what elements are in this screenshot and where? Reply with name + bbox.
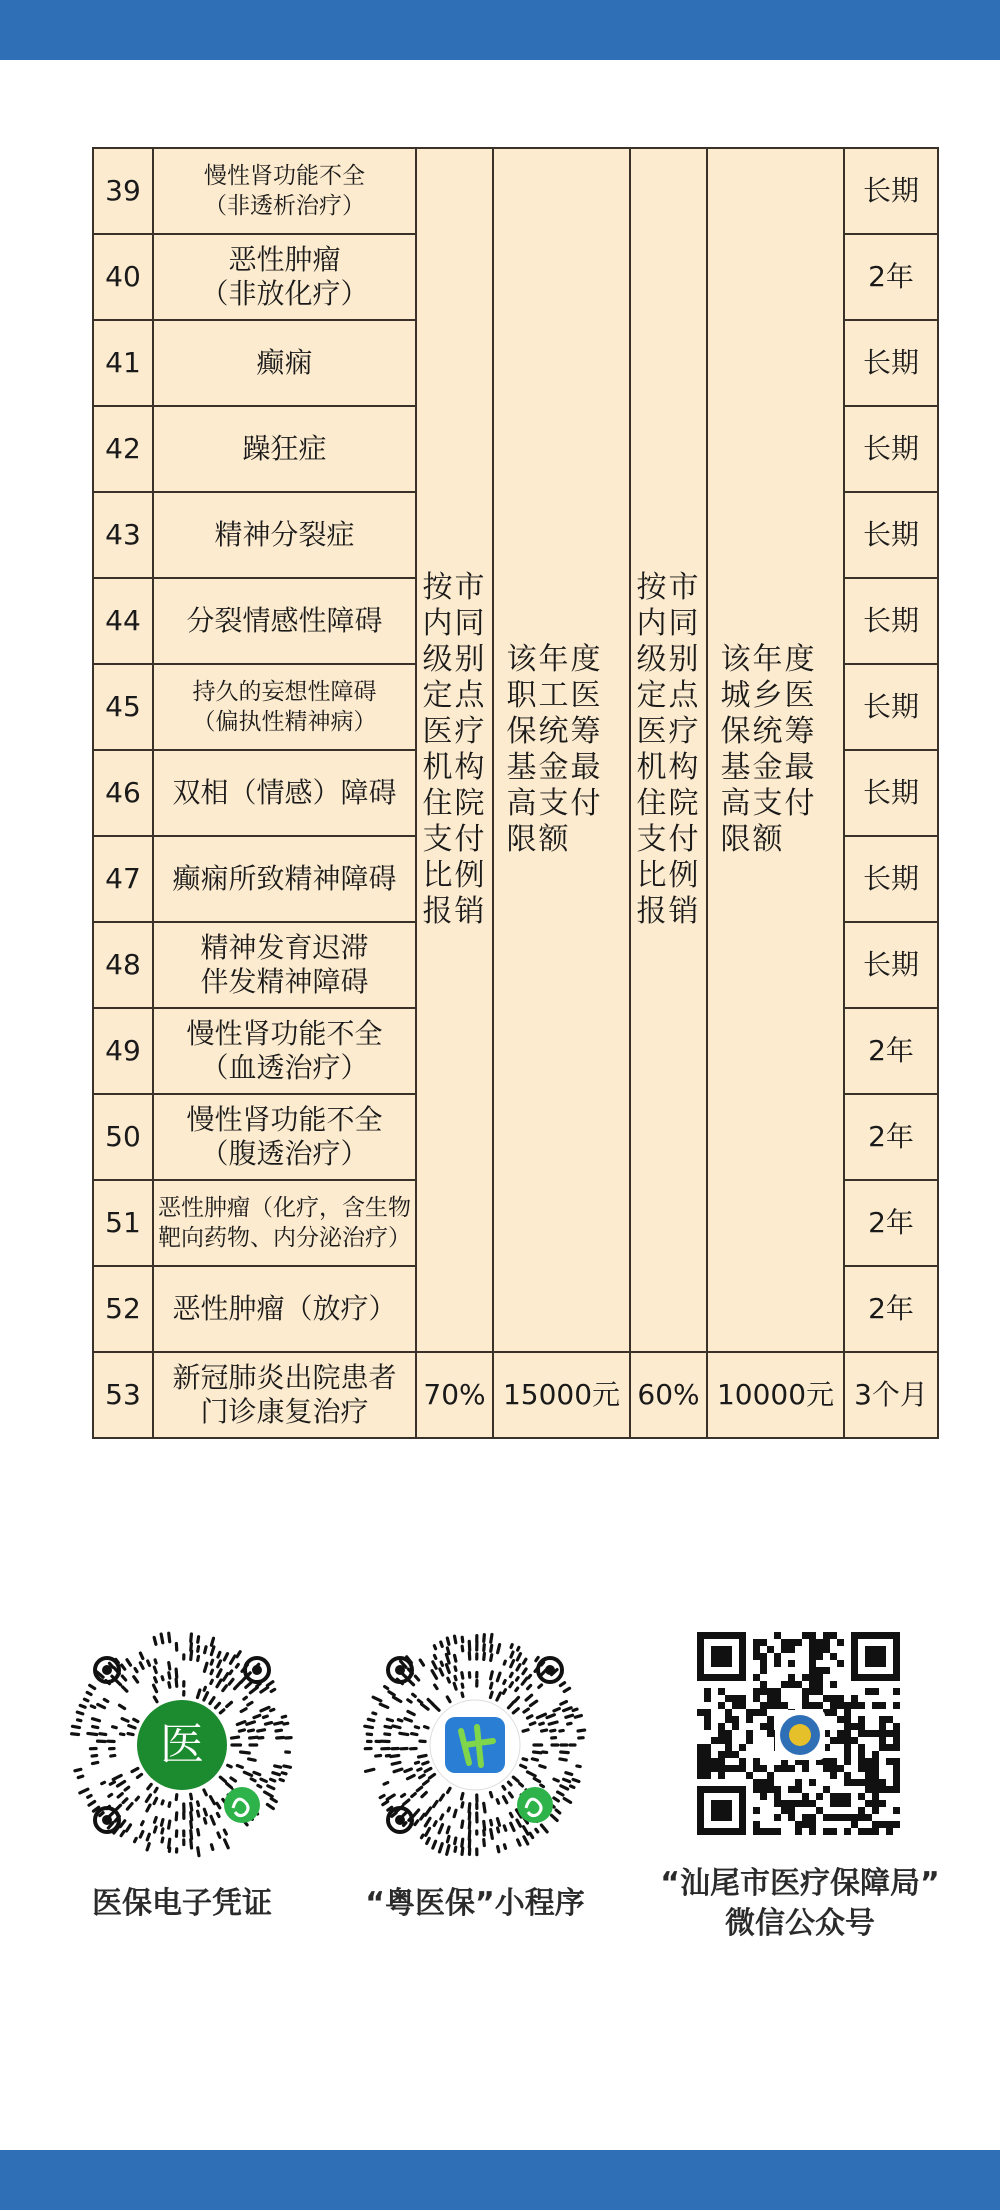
validity-term: 2年 bbox=[844, 234, 938, 320]
svg-text:医: 医 bbox=[160, 1719, 204, 1770]
validity-term: 长期 bbox=[844, 320, 938, 406]
validity-term: 长期 bbox=[844, 406, 938, 492]
validity-term: 3个月 bbox=[844, 1352, 938, 1438]
qr-medical-e-voucher[interactable] bbox=[52, 1630, 312, 1924]
disease-name: 慢性肾功能不全 （非透析治疗） bbox=[153, 148, 416, 234]
disease-name: 持久的妄想性障碍 （偏执性精神病） bbox=[153, 664, 416, 750]
resident-limit-cell: 10000元 bbox=[707, 1352, 844, 1438]
qr-code-icon bbox=[695, 1630, 905, 1840]
qr-shanwei-official-account[interactable] bbox=[630, 1630, 970, 1944]
disease-name: 分裂情感性障碍 bbox=[153, 578, 416, 664]
row-number: 52 bbox=[93, 1266, 153, 1352]
row-number: 53 bbox=[93, 1352, 153, 1438]
bottom-color-band bbox=[0, 2150, 1000, 2210]
top-color-band bbox=[0, 0, 1000, 60]
row-number: 51 bbox=[93, 1180, 153, 1266]
resident-limit-cell: 该年度城乡医保统筹基金最高支付限额 bbox=[707, 148, 844, 1352]
table-row bbox=[93, 148, 938, 234]
row-number: 43 bbox=[93, 492, 153, 578]
row-number: 40 bbox=[93, 234, 153, 320]
disease-name: 癫痫 bbox=[153, 320, 416, 406]
resident-ratio-cell: 按市内同级别定点医疗机构住院支付比例报销 bbox=[630, 148, 707, 1352]
employee-limit-cell: 该年度职工医保统筹基金最高支付限额 bbox=[493, 148, 630, 1352]
validity-term: 长期 bbox=[844, 578, 938, 664]
row-number: 48 bbox=[93, 922, 153, 1008]
row-number: 50 bbox=[93, 1094, 153, 1180]
disease-name: 精神发育迟滞 伴发精神障碍 bbox=[153, 922, 416, 1008]
row-number: 47 bbox=[93, 836, 153, 922]
row-number: 49 bbox=[93, 1008, 153, 1094]
row-number: 41 bbox=[93, 320, 153, 406]
disease-policy-table bbox=[92, 147, 939, 1439]
mini-program-code-icon bbox=[360, 1630, 590, 1860]
disease-name: 癫痫所致精神障碍 bbox=[153, 836, 416, 922]
employee-limit-cell: 15000元 bbox=[493, 1352, 630, 1438]
employee-ratio-cell: 70% bbox=[416, 1352, 493, 1438]
employee-ratio-cell: 按市内同级别定点医疗机构住院支付比例报销 bbox=[416, 148, 493, 1352]
disease-name: 新冠肺炎出院患者 门诊康复治疗 bbox=[153, 1352, 416, 1438]
validity-term: 长期 bbox=[844, 148, 938, 234]
validity-term: 2年 bbox=[844, 1180, 938, 1266]
row-number: 46 bbox=[93, 750, 153, 836]
validity-term: 长期 bbox=[844, 664, 938, 750]
validity-term: 2年 bbox=[844, 1094, 938, 1180]
validity-term: 2年 bbox=[844, 1266, 938, 1352]
validity-term: 长期 bbox=[844, 750, 938, 836]
validity-term: 2年 bbox=[844, 1008, 938, 1094]
disease-name: 慢性肾功能不全 （腹透治疗） bbox=[153, 1094, 416, 1180]
resident-ratio-cell: 60% bbox=[630, 1352, 707, 1438]
disease-name: 恶性肿瘤（放疗） bbox=[153, 1266, 416, 1352]
mini-program-code-icon bbox=[67, 1630, 297, 1860]
qr-caption: “汕尾市医疗保障局” 微信公众号 bbox=[660, 1866, 940, 1941]
qr-caption: “粤医保”小程序 bbox=[365, 1886, 585, 1921]
qr-caption: 医保电子凭证 bbox=[92, 1886, 272, 1921]
row-number: 39 bbox=[93, 148, 153, 234]
disease-name: 精神分裂症 bbox=[153, 492, 416, 578]
table-row bbox=[93, 1352, 938, 1438]
qr-yue-yibao-miniprogram[interactable] bbox=[345, 1630, 605, 1924]
row-number: 42 bbox=[93, 406, 153, 492]
disease-name: 慢性肾功能不全 （血透治疗） bbox=[153, 1008, 416, 1094]
disease-name: 躁狂症 bbox=[153, 406, 416, 492]
disease-name: 恶性肿瘤（化疗，含生物 靶向药物、内分泌治疗） bbox=[153, 1180, 416, 1266]
validity-term: 长期 bbox=[844, 836, 938, 922]
validity-term: 长期 bbox=[844, 492, 938, 578]
validity-term: 长期 bbox=[844, 922, 938, 1008]
disease-name: 恶性肿瘤 （非放化疗） bbox=[153, 234, 416, 320]
row-number: 44 bbox=[93, 578, 153, 664]
row-number: 45 bbox=[93, 664, 153, 750]
disease-name: 双相（情感）障碍 bbox=[153, 750, 416, 836]
